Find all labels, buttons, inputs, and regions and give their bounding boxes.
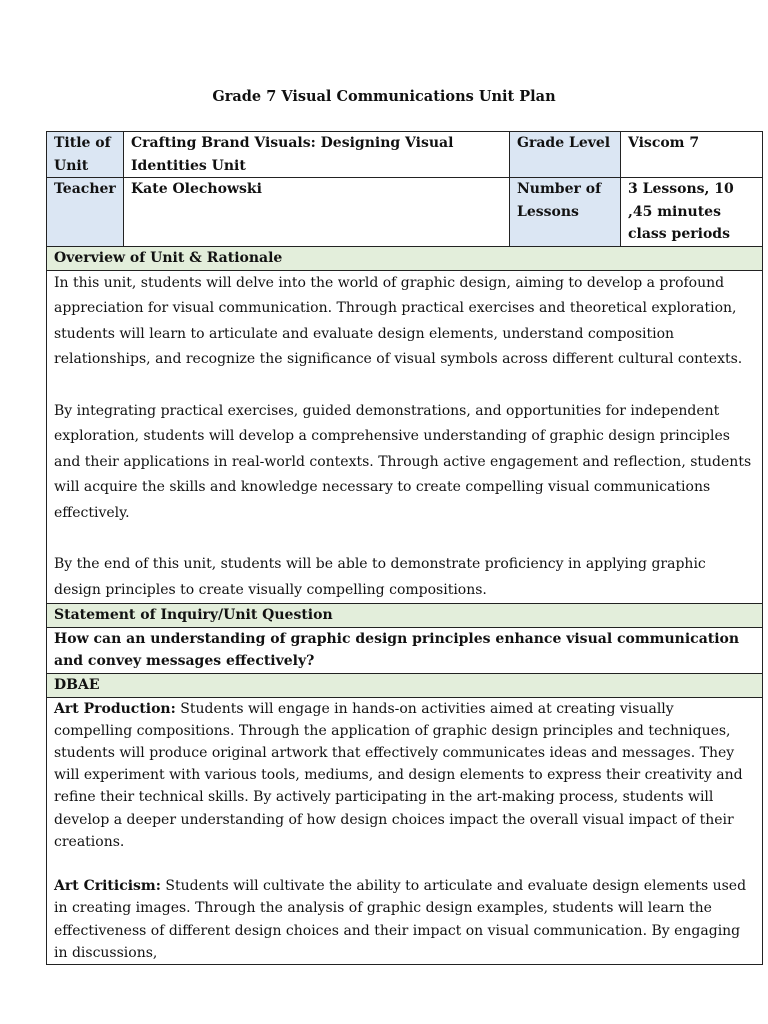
lessons-label: Number of Lessons	[510, 178, 621, 247]
art-criticism-label: Art Criticism:	[54, 878, 161, 895]
teacher-label: Teacher	[47, 178, 124, 247]
inquiry-heading-row	[47, 604, 763, 628]
inquiry-question: How can an understanding of graphic design principles enhance visual communication and convey messages effectively?	[47, 627, 763, 673]
lessons-value: 3 Lessons, 10 ,45 minutes class periods	[621, 178, 763, 247]
overview-body	[47, 270, 763, 604]
art-production-text: Students will engage in hands-on activities aimed at creating visually compelling compositions. Through the application of graphic design principles and techniques, students will produce original artwork that effectively communicates ideas and messages. They will experiment with various tools, mediums, and design elements to express their creativity and refine their technical skills. By actively participating in the art-making process, students will develop a deeper understanding of how design choices impact the overall visual impact of their creations.	[54, 700, 743, 850]
overview-body-row	[47, 270, 763, 604]
title-label: Title of Unit	[47, 132, 124, 178]
grade-level-label: Grade Level	[510, 132, 621, 178]
dbae-heading: DBAE	[47, 674, 763, 698]
teacher-row	[47, 178, 763, 247]
dbae-body-row	[47, 697, 763, 964]
unit-plan-table	[46, 131, 763, 965]
overview-heading: Overview of Unit & Rationale	[47, 246, 763, 270]
inquiry-question-row	[47, 627, 763, 673]
grade-level-value: Viscom 7	[621, 132, 763, 178]
dbae-heading-row	[47, 674, 763, 698]
title-row	[47, 132, 763, 178]
overview-paragraph: By the end of this unit, students will be able to demonstrate proficiency in applying graphic design principles to create visually compelling compositions.	[54, 556, 706, 598]
dbae-body	[47, 697, 763, 964]
art-criticism-text: Students will cultivate the ability to articulate and evaluate design elements used in creating images. Through the analysis of graphic design examples, students will learn the effectiveness of different design choices and their impact on visual communication. By engaging in discussions,	[54, 878, 747, 961]
art-production-paragraph	[54, 698, 755, 853]
art-criticism-paragraph	[54, 875, 755, 964]
document-title: Grade 7 Visual Communications Unit Plan	[212, 88, 556, 105]
inquiry-heading: Statement of Inquiry/Unit Question	[47, 604, 763, 628]
teacher-value: Kate Olechowski	[124, 178, 510, 247]
art-production-label: Art Production:	[54, 700, 176, 717]
title-value: Crafting Brand Visuals: Designing Visual Identities Unit	[124, 132, 510, 178]
overview-paragraph: By integrating practical exercises, guided demonstrations, and opportunities for independent exploration, students will develop a comprehensive understanding of graphic design principles and their applications in real-world contexts. Through active engagement and reflection, students will acquire the skills and knowledge necessary to create compelling visual communications effectively.	[54, 402, 752, 521]
overview-heading-row	[47, 246, 763, 270]
overview-paragraph: In this unit, students will delve into the world of graphic design, aiming to develop a profound appreciation for visual communication. Through practical exercises and theoretical exploration, students will learn to articulate and evaluate design elements, understand composition relationships, and recognize the significance of visual symbols across different cultural contexts.	[54, 274, 743, 368]
